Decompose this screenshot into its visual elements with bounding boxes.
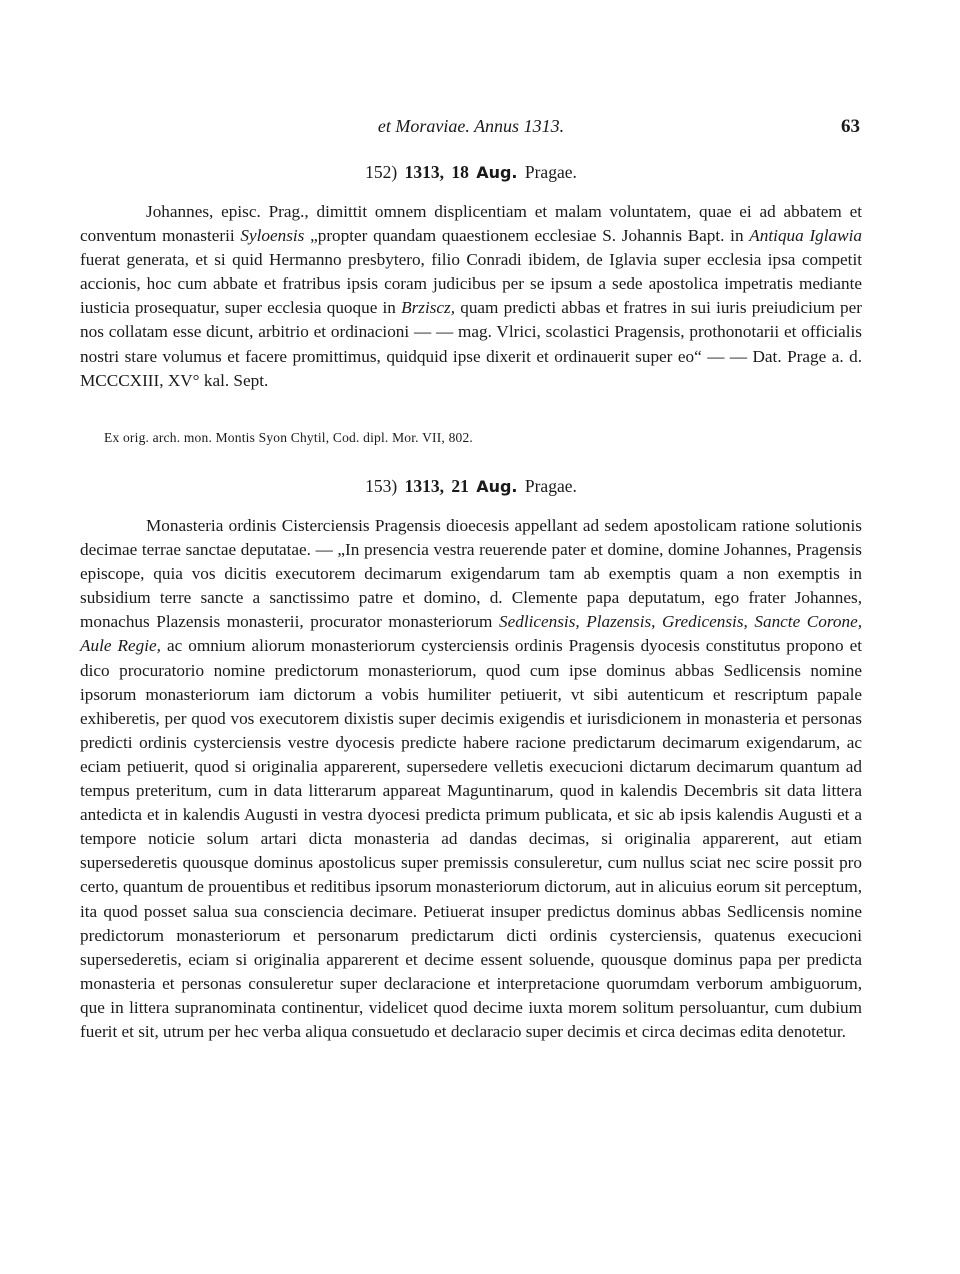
text-segment: „propter quandam quaestionem ecclesiae S. Johannis Bapt. in [304, 226, 750, 246]
entry-place: Pragae. [524, 476, 577, 496]
entry-month: Aug. [476, 477, 518, 496]
text-segment: ac omnium aliorum monasteriorum cysterciensis ordinis Pragensis dyocesis constitutus propono et dico procuratorio nomine predictorum monasteriorum, quod cum ipse dominus abbas Sedlicensis nomine ipsorum monasteriorum iam dictorum a vobis humiliter petiuerit, vt sibi autenticum et rescriptum papale exhiberetis, per quod vos executorem dixistis super decimis exigendis et iurisdicionem in monasteria et personas predicti ordinis cysterciensis vestre dyocesis predicte habere racione predictarum decimarum exigendarum, ac eciam petiuerit, quod si originalia apparerent, supersedere velletis execucioni dictarum decimarum quantum ad tempus preteritum, cum in data litterarum appareat Maguntinarum, quod in kalendis Decembris sit data littera antedicta et in kalendis Augusti in vestra dyocesi predicta primum publicata, et sic ab ipsis kalendis Augusti et a tempore noticie solum artari dicta monasteria ad dandas decimas, si originalia apparerent, aut etiam supersederetis quousque dominus apostolicus super premissis consuleretur, cum nullus sciat nec scire possit pro certo, quantum de prouentibus et reditibus ipsorum monasteriorum dictorum, aut in alicuius eorum sit perceptum, ita quod posset salua sua consciencia decimare. Petiuerat insuper predictus dominus abbas Sedlicensis nomine predictorum monasteriorum et personarum predictarum dicti ordinis cysterciensis, quatenus execucioni supersederetis, eciam si originalia apparerent et decime essent soluende, quousque dominus papa per predicta monasteria et personas consuleretur super declaracione et interpretacione quorumdam verborum ambiguorum, que in littera supranominata continentur, videlicet quod decime iuxta morem solitum persoluantur, cum dubium fuerit et sit, utrum per hec verba aliqua consuetudo et declaracio super decimis et circa decimas edita denotetur. [80, 636, 862, 1041]
running-head [80, 116, 862, 140]
entry-number: 153) [365, 476, 398, 496]
document-page [80, 0, 862, 1274]
text-italic-segment: Brziscz, [401, 298, 456, 318]
entry-month: Aug. [476, 163, 518, 182]
entry-year: 1313, [404, 476, 444, 496]
source-citation: Ex orig. arch. mon. Montis Syon Chytil, Cod. dipl. Mor. VII, 802. [104, 430, 474, 445]
text-segment: Johannes, episc. Prag., dimittit omnem displicentiam et malam voluntatem, quae ei ad abbatem et conventum monasterii [80, 202, 862, 246]
entry-heading [80, 162, 862, 183]
text-segment: fuerat generata, et si quid Hermanno presbytero, filio Conradi ibidem, de Iglavia super ecclesia ipsa competit accionis, hoc cum abbate et fratribus ipsis coram judicibus per se ipsum a sede apostolica impetratis mediante iusticia prosequatur, super ecclesia quoque in [80, 250, 862, 318]
entry-year: 1313, [404, 162, 444, 182]
running-title: et Moraviae. Annus 1313. [377, 116, 565, 136]
text-segment: Monasteria ordinis Cisterciensis Pragensis dioecesis appellant ad sedem apostolicam ratione solutionis decimae terrae sanctae deputatae. — „In presencia vestra reuerende pater et domine, domine Johannes, Pragensis episcope, quia vos dicitis executorem decimarum exigendarum tam ab exemptis quam a non exemptis in subsidium terre sancte a sanctissimo patre et domino, d. Clemente papa deputatum, ego frater Johannes, monachus Plazensis monasterii, procurator monasteriorum [80, 516, 862, 632]
text-italic-segment: Sedlicensis, Plazensis, Gredicensis, Sancte Corone, Aule Regie, [80, 612, 862, 656]
entry-heading [80, 476, 862, 497]
entry-text [80, 200, 862, 393]
entry-text [80, 514, 862, 1044]
entry-place: Pragae. [524, 162, 577, 182]
entry-day: 21 [451, 476, 469, 496]
page-number: 63 [841, 116, 860, 137]
text-italic-segment: Antiqua Iglawia [749, 226, 862, 246]
text-italic-segment: Syloensis [240, 226, 305, 246]
entry-day: 18 [451, 162, 469, 182]
text-segment: quam predicti abbas et fratres in sui iuris preiudicium per nos collatam esse dicunt, arbitrio et ordinacioni — — mag. Vlrici, scolastici Pragensis, prothonotarii et officialis nostri stare volumus et facere promittimus, quidquid ipse dixerit et ordinauerit super eo“ — — Dat. Prage a. d. MCCCXIII, XV° kal. Sept. [80, 298, 862, 390]
entry-number: 152) [365, 162, 398, 182]
